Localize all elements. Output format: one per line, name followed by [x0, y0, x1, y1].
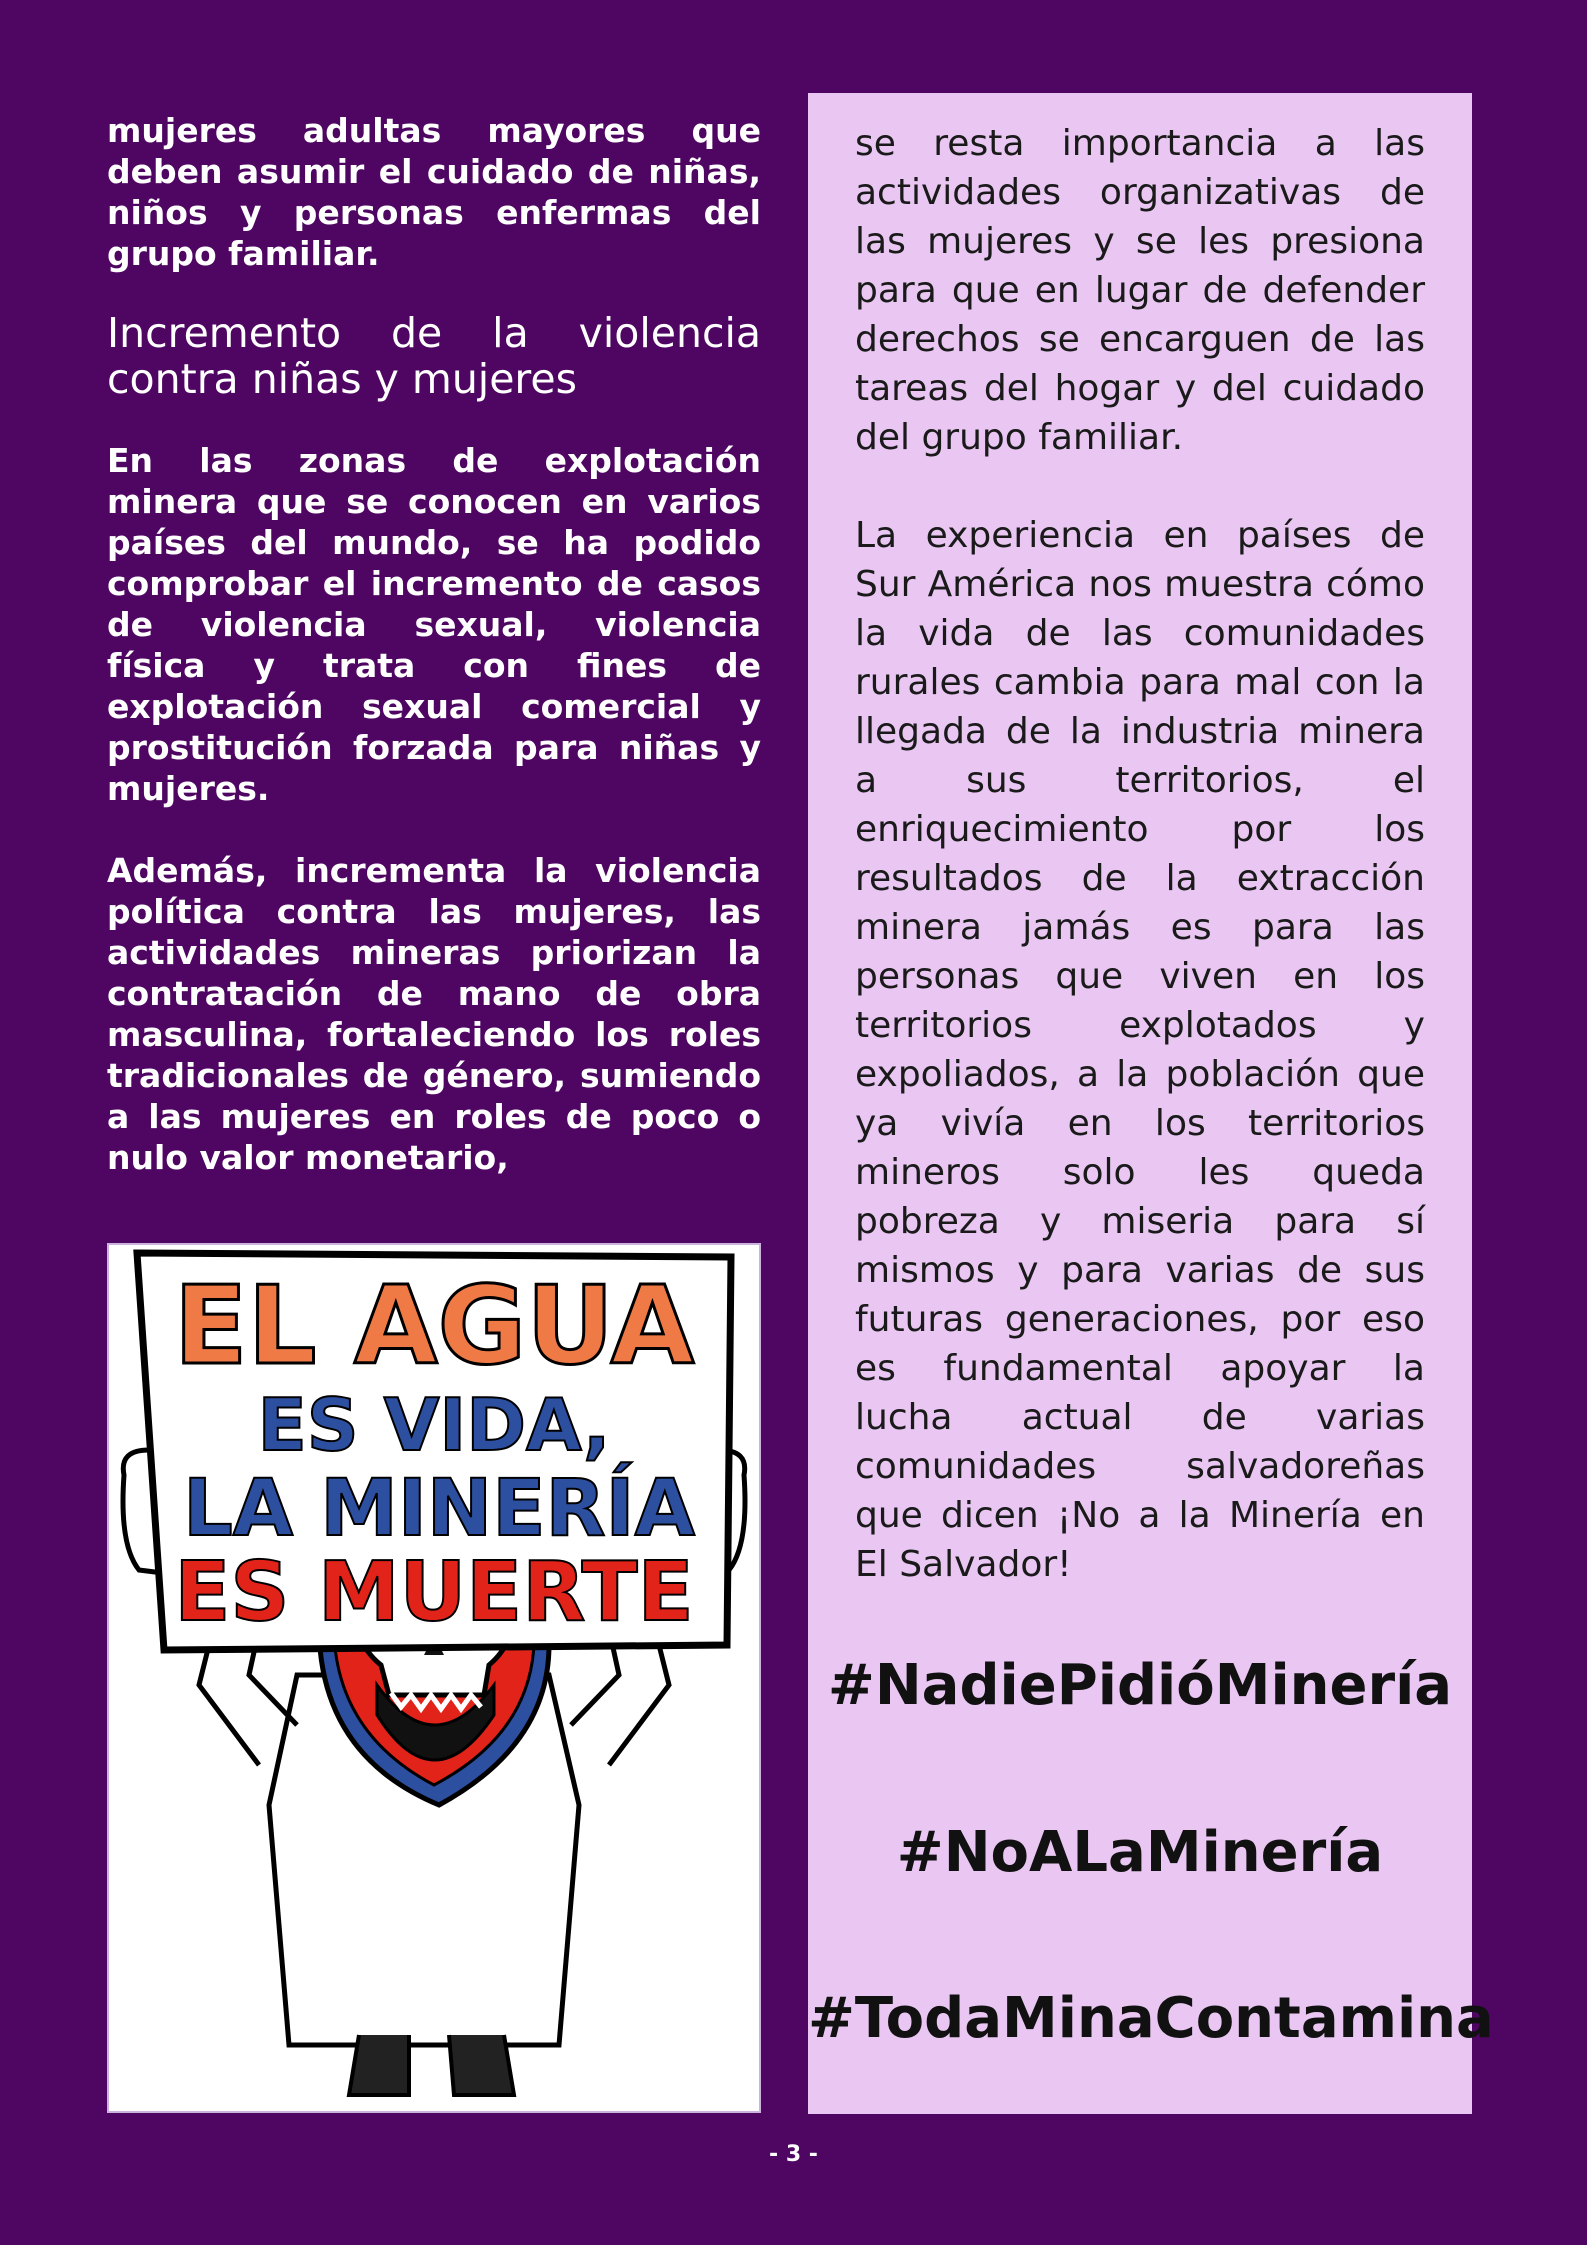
- page-number: - 3 -: [769, 2142, 818, 2167]
- hashtag-nadie-pidio-mineria: #NadiePidióMinería: [827, 1653, 1453, 1718]
- right-text-block: [855, 119, 1425, 1589]
- right-panel: [808, 93, 1494, 2114]
- political-violence-paragraph: Además, incrementa la violencia política contra las mujeres, las actividades mineras priorizan la contratación de mano de obra masculina, fortaleciendo los roles tradicionales de género, sumiendo a las mujeres en roles de poco o nulo valor monetario,: [107, 851, 761, 1177]
- poster-line-1: EL AGUA: [173, 1264, 695, 1389]
- intro-paragraph: mujeres adultas mayores que deben asumir el cuidado de niñas, niños y personas enfermas del grupo familiar.: [107, 111, 761, 273]
- poster-line-2: ES VIDA,: [257, 1383, 611, 1467]
- skull-protester-drawing: [109, 1245, 759, 2111]
- south-america-paragraph: La experiencia en países de Sur América nos muestra cómo la vida de las comunidades rurales cambia para mal con la llegada de la industria minera a sus territorios, el enriquecimiento por los resultados de la extracción minera jamás es para las personas que viven en los territorios explotados y expoliados, a la población que ya vivía en los territorios mineros solo les queda pobreza y miseria para sí mismos y para varias de sus futuras generaciones, por eso es fundamental apoyar la lucha actual de varias comunidades salvadoreñas que dicen ¡No a la Minería en El Salvador!: [855, 515, 1425, 1585]
- violence-paragraph: En las zonas de explotación minera que se conocen en varios países del mundo, se ha podido comprobar el incremento de casos de violencia sexual, violencia física y trata con fines de explotación sexual comercial y prostitución forzada para niñas y mujeres.: [107, 441, 761, 808]
- section-heading: Incremento de la violencia contra niñas y mujeres: [107, 309, 761, 403]
- hashtag-toda-mina-contamina: #TodaMinaContamina: [808, 1986, 1494, 2051]
- left-column: [107, 110, 761, 1178]
- poster-line-3: LA MINERÍA: [183, 1464, 695, 1554]
- poster-line-4: ES MUERTE: [174, 1545, 694, 1640]
- organizing-paragraph: se resta importancia a las actividades organizativas de las mujeres y se les presiona para que en lugar de defender derechos se encarguen de las tareas del hogar y del cuidado del grupo familiar.: [855, 123, 1425, 458]
- hashtag-no-a-la-mineria: #NoALaMinería: [896, 1820, 1384, 1885]
- protest-illustration: [107, 1243, 761, 2113]
